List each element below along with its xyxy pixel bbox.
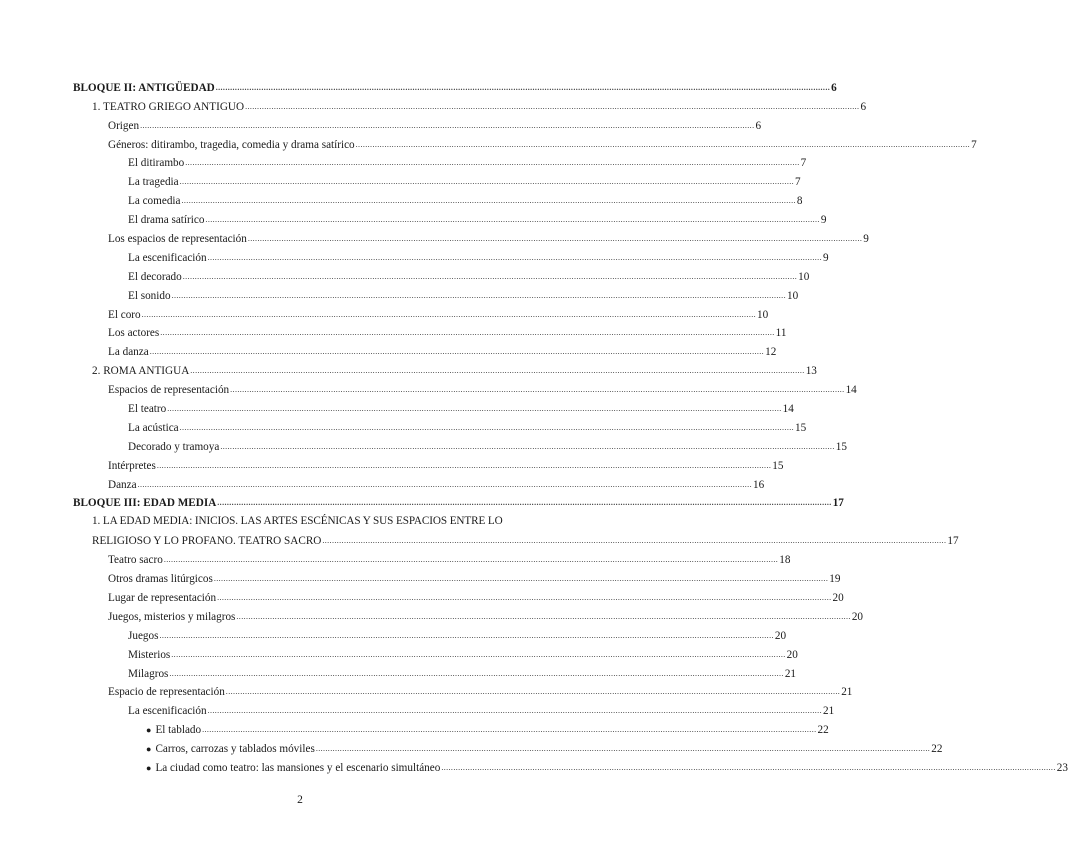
toc-entry-drama-satirico[interactable] bbox=[0, 208, 827, 227]
leader-dots bbox=[220, 443, 834, 452]
toc-entry-escenificacion-griego[interactable] bbox=[0, 246, 829, 265]
toc-entry-label: El coro bbox=[108, 308, 141, 321]
toc-entry-ciudad-teatro[interactable] bbox=[0, 756, 1068, 775]
leader-dots bbox=[150, 348, 764, 357]
leader-dots bbox=[236, 613, 850, 622]
toc-entry-milagros[interactable] bbox=[0, 662, 796, 681]
toc-entry-label: Los espacios de representación bbox=[108, 233, 247, 246]
toc-entry-label: La acústica bbox=[128, 421, 179, 434]
toc-entry-edad-media-inicios[interactable] bbox=[0, 510, 959, 548]
toc-entry-page: 22 bbox=[931, 743, 943, 756]
toc-entry-ditirambo[interactable] bbox=[0, 152, 807, 171]
bullet-icon: ● bbox=[146, 762, 152, 773]
toc-entry-juegos-misterios-milagros[interactable] bbox=[0, 605, 863, 624]
bullet-icon: ● bbox=[146, 725, 152, 736]
toc-entry-label: Danza bbox=[108, 478, 137, 491]
toc-entry-espacios-representacion-roma[interactable] bbox=[0, 378, 857, 397]
toc-entry-page: 11 bbox=[775, 327, 787, 340]
toc-entry-label: Espacios de representación bbox=[108, 384, 230, 397]
toc-entry-label: La escenificación bbox=[128, 705, 207, 718]
leader-dots bbox=[190, 367, 804, 376]
toc-entry-page: 15 bbox=[835, 440, 847, 453]
toc-entry-page: 6 bbox=[755, 119, 762, 132]
toc-entry-label: Lugar de representación bbox=[108, 591, 217, 604]
toc-entry-page: 13 bbox=[805, 365, 817, 378]
toc-entry-label: La comedia bbox=[128, 195, 181, 208]
toc-entry-page: 20 bbox=[832, 591, 844, 604]
table-of-contents bbox=[0, 76, 1068, 775]
toc-entry-label: Origen bbox=[108, 119, 140, 132]
toc-entry-comedia[interactable] bbox=[0, 189, 803, 208]
toc-entry-teatro-sacro[interactable] bbox=[0, 548, 791, 567]
toc-entry-page: 20 bbox=[774, 629, 787, 642]
toc-entry-label-line1: 1. LA EDAD MEDIA: INICIOS. LAS ARTES ESCÉNICAS Y SUS ESPACIOS ENTRE LO bbox=[92, 515, 503, 528]
leader-dots bbox=[356, 141, 970, 150]
toc-entry-teatro-roma[interactable] bbox=[0, 397, 794, 416]
leader-dots bbox=[214, 575, 828, 584]
toc-entry-page: 22 bbox=[817, 724, 829, 737]
toc-entry-escenificacion-medieval[interactable] bbox=[0, 699, 835, 718]
toc-entry-origen[interactable] bbox=[0, 114, 762, 133]
leader-dots bbox=[160, 329, 774, 338]
leader-dots bbox=[167, 405, 781, 414]
toc-entry-tragedia[interactable] bbox=[0, 170, 801, 189]
leader-dots bbox=[441, 764, 1055, 773]
toc-entry-label: Teatro sacro bbox=[108, 554, 163, 567]
toc-entry-page: 20 bbox=[786, 648, 798, 661]
leader-dots bbox=[208, 254, 822, 263]
toc-entry-lugar-representacion[interactable] bbox=[0, 586, 844, 605]
leader-dots bbox=[157, 462, 771, 471]
toc-entry-label: El teatro bbox=[128, 403, 167, 416]
toc-entry-label: El decorado bbox=[128, 270, 182, 283]
toc-entry-label: Intérpretes bbox=[108, 459, 156, 472]
toc-entry-acustica[interactable] bbox=[0, 416, 807, 435]
toc-entry-interpretes[interactable] bbox=[0, 454, 784, 473]
leader-dots bbox=[316, 745, 930, 754]
toc-entry-page: 7 bbox=[800, 157, 807, 170]
toc-entry-label: La tragedia bbox=[128, 176, 179, 189]
toc-entry-roma[interactable] bbox=[0, 359, 817, 378]
leader-dots: .................................................................................................................................................................................................................................................................... bbox=[322, 536, 947, 546]
toc-entry-teatro-griego[interactable] bbox=[0, 95, 867, 114]
leader-dots bbox=[230, 386, 844, 395]
toc-entry-espacios-representacion-griego[interactable] bbox=[0, 227, 869, 246]
leader-dots bbox=[180, 424, 794, 433]
toc-entry-page: 15 bbox=[772, 459, 784, 472]
toc-entry-label: Decorado y tramoya bbox=[128, 440, 220, 453]
toc-entry-label: Los actores bbox=[108, 327, 160, 340]
bullet-icon: ● bbox=[146, 744, 152, 755]
toc-entry-page: 20 bbox=[851, 610, 863, 623]
toc-entry-bloque-3[interactable] bbox=[0, 492, 844, 511]
toc-entry-danza-griego[interactable] bbox=[0, 340, 777, 359]
toc-entry-label: El tablado bbox=[155, 724, 202, 737]
toc-entry-label: La danza bbox=[108, 346, 149, 359]
leader-dots bbox=[217, 499, 831, 508]
toc-entry-label: BLOQUE III: EDAD MEDIA bbox=[73, 497, 217, 510]
leader-dots bbox=[216, 84, 830, 93]
toc-entry-label: Espacio de representación bbox=[108, 686, 225, 699]
leader-dots bbox=[172, 292, 786, 301]
toc-entry-page: 14 bbox=[782, 403, 794, 416]
toc-entry-label-line2: RELIGIOSO Y LO PROFANO. TEATRO SACRO bbox=[92, 535, 322, 548]
leader-dots bbox=[248, 235, 862, 244]
leader-dots bbox=[140, 122, 754, 131]
toc-entry-page: 17 bbox=[832, 497, 844, 510]
leader-dots bbox=[138, 481, 752, 490]
toc-entry-page: 10 bbox=[798, 270, 810, 283]
toc-entry-otros-dramas[interactable] bbox=[0, 567, 841, 586]
toc-entry-coro[interactable] bbox=[0, 303, 769, 322]
leader-dots bbox=[217, 594, 831, 603]
toc-entry-label: El drama satírico bbox=[128, 214, 205, 227]
toc-entry-page: 9 bbox=[822, 251, 829, 264]
toc-entry-carros[interactable] bbox=[0, 737, 943, 756]
toc-entry-label: Carros, carrozas y tablados móviles bbox=[155, 743, 315, 756]
toc-entry-decorado-tramoya[interactable] bbox=[0, 435, 847, 454]
toc-entry-page: 9 bbox=[820, 214, 827, 227]
leader-dots bbox=[185, 159, 799, 168]
toc-entry-label: El sonido bbox=[128, 289, 171, 302]
toc-entry-page: 10 bbox=[757, 308, 769, 321]
toc-entry-label: 2. ROMA ANTIGUA bbox=[92, 365, 190, 378]
toc-entry-page: 15 bbox=[795, 421, 807, 434]
toc-entry-danza-roma[interactable] bbox=[0, 473, 765, 492]
leader-dots bbox=[169, 670, 783, 679]
page-number: 2 bbox=[297, 794, 303, 806]
toc-entry-page: 19 bbox=[829, 573, 841, 586]
toc-entry-page: 14 bbox=[845, 384, 857, 397]
leader-dots bbox=[159, 632, 773, 641]
leader-dots bbox=[183, 273, 797, 282]
toc-entry-page: 12 bbox=[765, 346, 777, 359]
toc-entry-page: 8 bbox=[796, 195, 803, 208]
toc-entry-sonido-griego[interactable] bbox=[0, 284, 799, 303]
toc-entry-label: BLOQUE II: ANTIGÜEDAD bbox=[73, 81, 215, 94]
leader-dots bbox=[180, 178, 794, 187]
toc-entry-label: La ciudad como teatro: las mansiones y el escenario simultáneo bbox=[155, 761, 441, 774]
toc-entry-label: Milagros bbox=[128, 667, 169, 680]
toc-entry-page: 18 bbox=[779, 554, 791, 567]
toc-entry-page: 21 bbox=[841, 686, 853, 699]
toc-entry-actores[interactable] bbox=[0, 322, 787, 341]
toc-entry-misterios[interactable] bbox=[0, 643, 798, 662]
leader-dots bbox=[208, 707, 822, 716]
toc-entry-page: 21 bbox=[822, 705, 835, 718]
toc-entry-page: 7 bbox=[795, 176, 801, 189]
toc-entry-label: Géneros: ditirambo, tragedia, comedia y drama satírico bbox=[108, 138, 355, 151]
leader-dots bbox=[202, 726, 816, 735]
toc-entry-generos[interactable] bbox=[0, 133, 977, 152]
toc-entry-page: 6 bbox=[860, 100, 867, 113]
toc-entry-page: 23 bbox=[1056, 761, 1068, 774]
toc-entry-page: 7 bbox=[971, 138, 977, 151]
toc-entry-label: La escenificación bbox=[128, 251, 207, 264]
leader-dots bbox=[142, 311, 756, 320]
toc-entry-juegos[interactable] bbox=[0, 624, 787, 643]
toc-entry-label: 1. TEATRO GRIEGO ANTIGUO bbox=[92, 100, 245, 113]
toc-entry-page: 17 bbox=[947, 535, 959, 548]
leader-dots bbox=[205, 216, 819, 225]
toc-entry-tablado[interactable] bbox=[0, 718, 829, 737]
toc-entry-bloque-2[interactable] bbox=[0, 76, 837, 95]
toc-entry-page: 21 bbox=[784, 667, 796, 680]
toc-entry-label: Juegos, misterios y milagros bbox=[108, 610, 236, 623]
leader-dots bbox=[164, 556, 778, 565]
toc-entry-label: Misterios bbox=[128, 648, 171, 661]
toc-entry-page: 16 bbox=[752, 478, 765, 491]
toc-entry-page: 10 bbox=[786, 289, 799, 302]
leader-dots bbox=[245, 103, 859, 112]
leader-dots bbox=[226, 688, 840, 697]
toc-entry-page: 6 bbox=[831, 81, 837, 94]
leader-dots bbox=[171, 651, 785, 660]
toc-entry-page: 9 bbox=[863, 233, 869, 246]
toc-entry-label: Otros dramas litúrgicos bbox=[108, 573, 213, 586]
toc-entry-decorado-griego[interactable] bbox=[0, 265, 810, 284]
toc-entry-label: El ditirambo bbox=[128, 157, 185, 170]
toc-entry-espacio-representacion-medieval[interactable] bbox=[0, 681, 853, 700]
toc-entry-label: Juegos bbox=[128, 629, 159, 642]
leader-dots bbox=[182, 197, 796, 206]
